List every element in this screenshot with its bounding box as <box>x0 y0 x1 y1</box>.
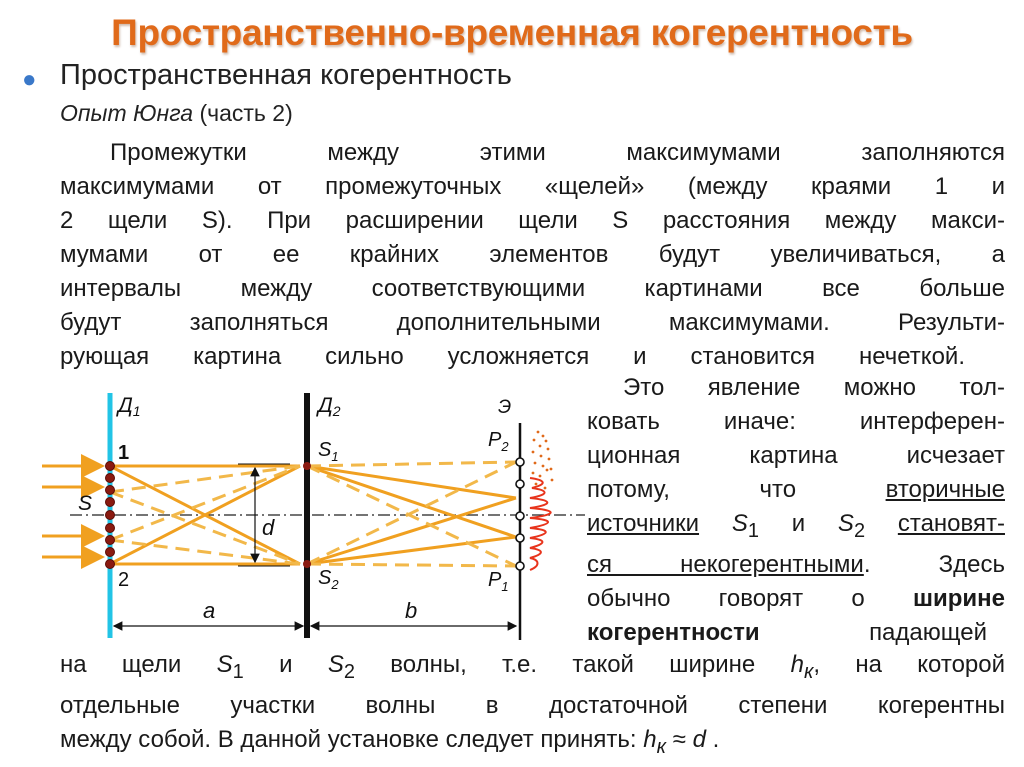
side-line <box>587 507 1005 548</box>
para1-line: интервалы между соответствующими картинами все больше <box>60 275 1005 302</box>
side-word: S <box>731 510 748 537</box>
para1-line: Промежутки между этими максимумами заполняются <box>110 139 1005 166</box>
label-p2: $P_2$ <box>488 429 509 454</box>
para2-line <box>60 648 1005 689</box>
dashed-rays <box>110 462 516 566</box>
side-word: падающей <box>869 618 987 646</box>
label-s1: $S_1$ <box>318 439 339 464</box>
label-s2: $S_2$ <box>318 567 339 592</box>
ray <box>307 466 516 537</box>
source-dot <box>106 536 115 545</box>
slit-sources <box>106 462 115 569</box>
source-s2 <box>303 560 311 568</box>
source-dot <box>106 524 115 533</box>
source-dot <box>106 511 115 520</box>
side-word: когерентности <box>587 618 760 646</box>
para1-line: 2 щели S). При расширении щели S расстояния между макси- <box>60 207 1005 234</box>
side-word: . <box>863 550 871 578</box>
source-dot <box>106 462 115 471</box>
side-line <box>587 548 1005 582</box>
side-sub: 2 <box>853 519 866 542</box>
side-word: ширине <box>913 584 1006 612</box>
screen-point <box>516 480 524 488</box>
subheading <box>60 100 293 127</box>
label-a: a <box>203 598 216 623</box>
side-word: что <box>759 476 797 503</box>
p2-word: на щели <box>60 651 182 678</box>
side-word: источники <box>587 510 700 537</box>
side-word: Здесь <box>938 550 1006 578</box>
p2-sub: к <box>803 660 814 683</box>
p2-word: и <box>279 651 293 678</box>
side-sub: 1 <box>747 519 759 542</box>
slide-title: Пространственно-временная когерентность <box>111 12 913 53</box>
source-s1 <box>303 462 311 470</box>
p2-var: S <box>216 651 233 678</box>
screen-point <box>516 534 524 542</box>
label-S: S <box>78 492 93 515</box>
label-screen: Э <box>498 397 512 418</box>
subheading-rest: (часть 2) <box>199 100 293 126</box>
side-line: Это явление можно тол- <box>623 374 1005 401</box>
p2-word: волны, т.е. такой ширине <box>390 651 756 678</box>
subheading-italic: Опыт Юнга <box>60 100 194 126</box>
p2-var: d <box>692 725 706 753</box>
side-word: обычно говорят о <box>587 584 865 612</box>
ray <box>307 498 516 564</box>
p2-var: h <box>643 725 657 753</box>
p2-word: между собой. В данной установке следует принять: <box>60 725 637 753</box>
p2-var: h <box>790 651 804 678</box>
young-experiment-diagram <box>0 380 590 650</box>
para1-line: максимумами от промежуточных «щелей» (между краями 1 и <box>60 173 1005 200</box>
para1-line: рующая картина сильно усложняется и становится нечеткой. <box>60 343 965 370</box>
screen-point <box>516 562 524 570</box>
label-b: b <box>405 598 418 623</box>
paragraph-1 <box>60 136 1005 374</box>
label-d1: Д1 <box>118 394 141 419</box>
source-dot <box>106 548 115 557</box>
source-dot <box>106 474 115 483</box>
source-dot <box>106 498 115 507</box>
side-word: ся некогерентными <box>587 550 864 578</box>
label-2: 2 <box>118 569 130 591</box>
source-dot <box>106 486 115 495</box>
ray <box>307 537 516 564</box>
incident-rays <box>42 466 102 557</box>
p2-sub: 1 <box>232 660 244 683</box>
p2-sub: 2 <box>343 660 355 683</box>
dashed-ray <box>307 564 516 566</box>
screen-point <box>516 512 524 520</box>
side-line <box>587 473 1005 507</box>
para2-line <box>60 723 1005 764</box>
label-d2: Д2 <box>318 394 341 419</box>
label-p1: $P_1$ <box>488 569 509 594</box>
p2-word: ≈ <box>672 725 686 753</box>
side-word: потому, <box>587 476 670 503</box>
p2-word: , на которой <box>813 651 1006 678</box>
side-word: становят- <box>897 510 1005 537</box>
p2-var: S <box>327 651 344 678</box>
bullet-heading: Пространственная когерентность <box>60 59 512 91</box>
p2-word: . <box>712 725 720 753</box>
intensity-wave <box>530 478 551 570</box>
side-word: и <box>791 510 806 537</box>
para1-line: мумами от ее крайних элементов будут увеличиваться, а <box>60 241 1005 268</box>
label-d: d <box>262 515 275 540</box>
dashed-ray <box>110 466 300 492</box>
source-dot <box>106 560 115 569</box>
side-line <box>587 582 1005 616</box>
paragraph-2 <box>60 648 1005 764</box>
dashed-ray <box>110 540 300 564</box>
label-1: 1 <box>118 442 130 464</box>
side-line: ционная картина исчезает <box>587 442 1005 469</box>
para1-line: будут заполняться дополнительными максимумами. Результи- <box>60 309 1005 336</box>
screen-point <box>516 458 524 466</box>
side-word: вторичные <box>885 476 1005 503</box>
side-line <box>587 616 987 650</box>
bullet-icon: ● <box>22 66 37 93</box>
p2-sub: к <box>656 735 667 758</box>
side-word: S <box>837 510 854 537</box>
side-text <box>587 371 1005 650</box>
para2-line: отдельные участки волны в достаточной степени когерентны <box>60 691 1005 719</box>
side-line: ковать иначе: интерферен- <box>587 408 1005 435</box>
